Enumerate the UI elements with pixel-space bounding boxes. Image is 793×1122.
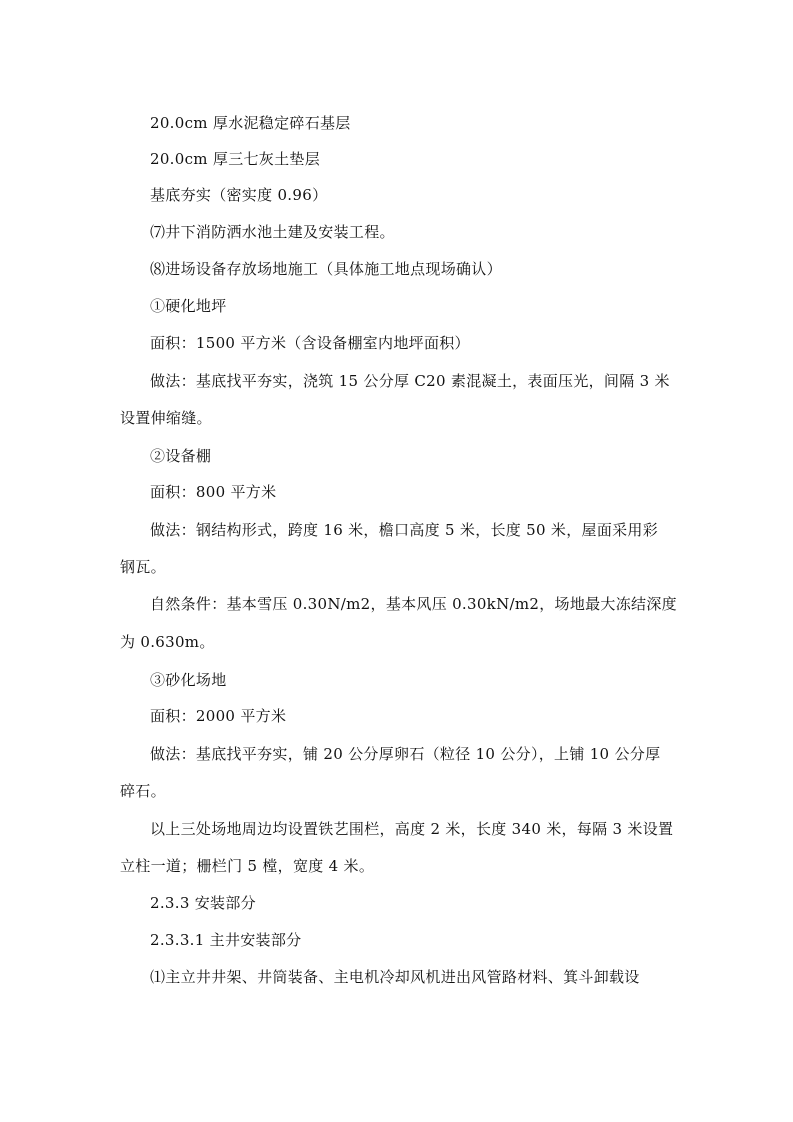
heading-hardened-floor: ①硬化地坪 xyxy=(150,297,227,315)
heading-sanded-site: ③砂化场地 xyxy=(150,671,227,689)
section-heading-2-3-3: 2.3.3 安装部分 xyxy=(150,894,256,912)
text-line-method-floor: 做法：基底找平夯实，浇筑 15 公分厚 C20 素混凝土，表面压光，间隔 3 米 xyxy=(150,372,670,390)
text-line-compaction: 基底夯实（密实度 0.96） xyxy=(150,186,328,204)
text-line-area-800: 面积：800 平方米 xyxy=(150,483,277,501)
heading-equipment-shed: ②设备棚 xyxy=(150,447,212,465)
text-line-area-2000: 面积：2000 平方米 xyxy=(150,707,287,725)
text-line-base-layer: 20.0cm 厚水泥稳定碎石基层 xyxy=(150,114,351,132)
text-line-fence-cont: 立柱一道；栅栏门 5 樘，宽度 4 米。 xyxy=(120,857,375,875)
text-line-cushion-layer: 20.0cm 厚三七灰土垫层 xyxy=(150,150,320,168)
text-line-natural-conditions: 自然条件：基本雪压 0.30N/m2，基本风压 0.30kN/m2，场地最大冻结深度 xyxy=(150,595,677,613)
text-line-item-8: ⑻进场设备存放场地施工（具体施工地点现场确认） xyxy=(150,260,502,278)
text-line-method-sand-cont: 碎石。 xyxy=(120,782,166,800)
text-line-method-sand: 做法：基底找平夯实，铺 20 公分厚卵石（粒径 10 公分），上铺 10 公分厚 xyxy=(150,745,661,763)
section-heading-2-3-3-1: 2.3.3.1 主井安装部分 xyxy=(150,931,302,949)
text-line-area-1500: 面积：1500 平方米（含设备棚室内地坪面积） xyxy=(150,334,470,352)
text-line-method-floor-cont: 设置伸缩缝。 xyxy=(120,409,212,427)
text-line-method-shed: 做法：钢结构形式，跨度 16 米，檐口高度 5 米，长度 50 米，屋面采用彩 xyxy=(150,521,659,539)
text-line-method-shed-cont: 钢瓦。 xyxy=(120,558,166,576)
text-line-natural-conditions-cont: 为 0.630m。 xyxy=(120,633,215,651)
text-line-item-1: ⑴主立井井架、井筒装备、主电机冷却风机进出风管路材料、箕斗卸载设 xyxy=(150,968,640,986)
text-line-item-7: ⑺井下消防洒水池土建及安装工程。 xyxy=(150,223,395,241)
text-line-fence: 以上三处场地周边均设置铁艺围栏，高度 2 米，长度 340 米，每隔 3 米设置 xyxy=(150,820,674,838)
